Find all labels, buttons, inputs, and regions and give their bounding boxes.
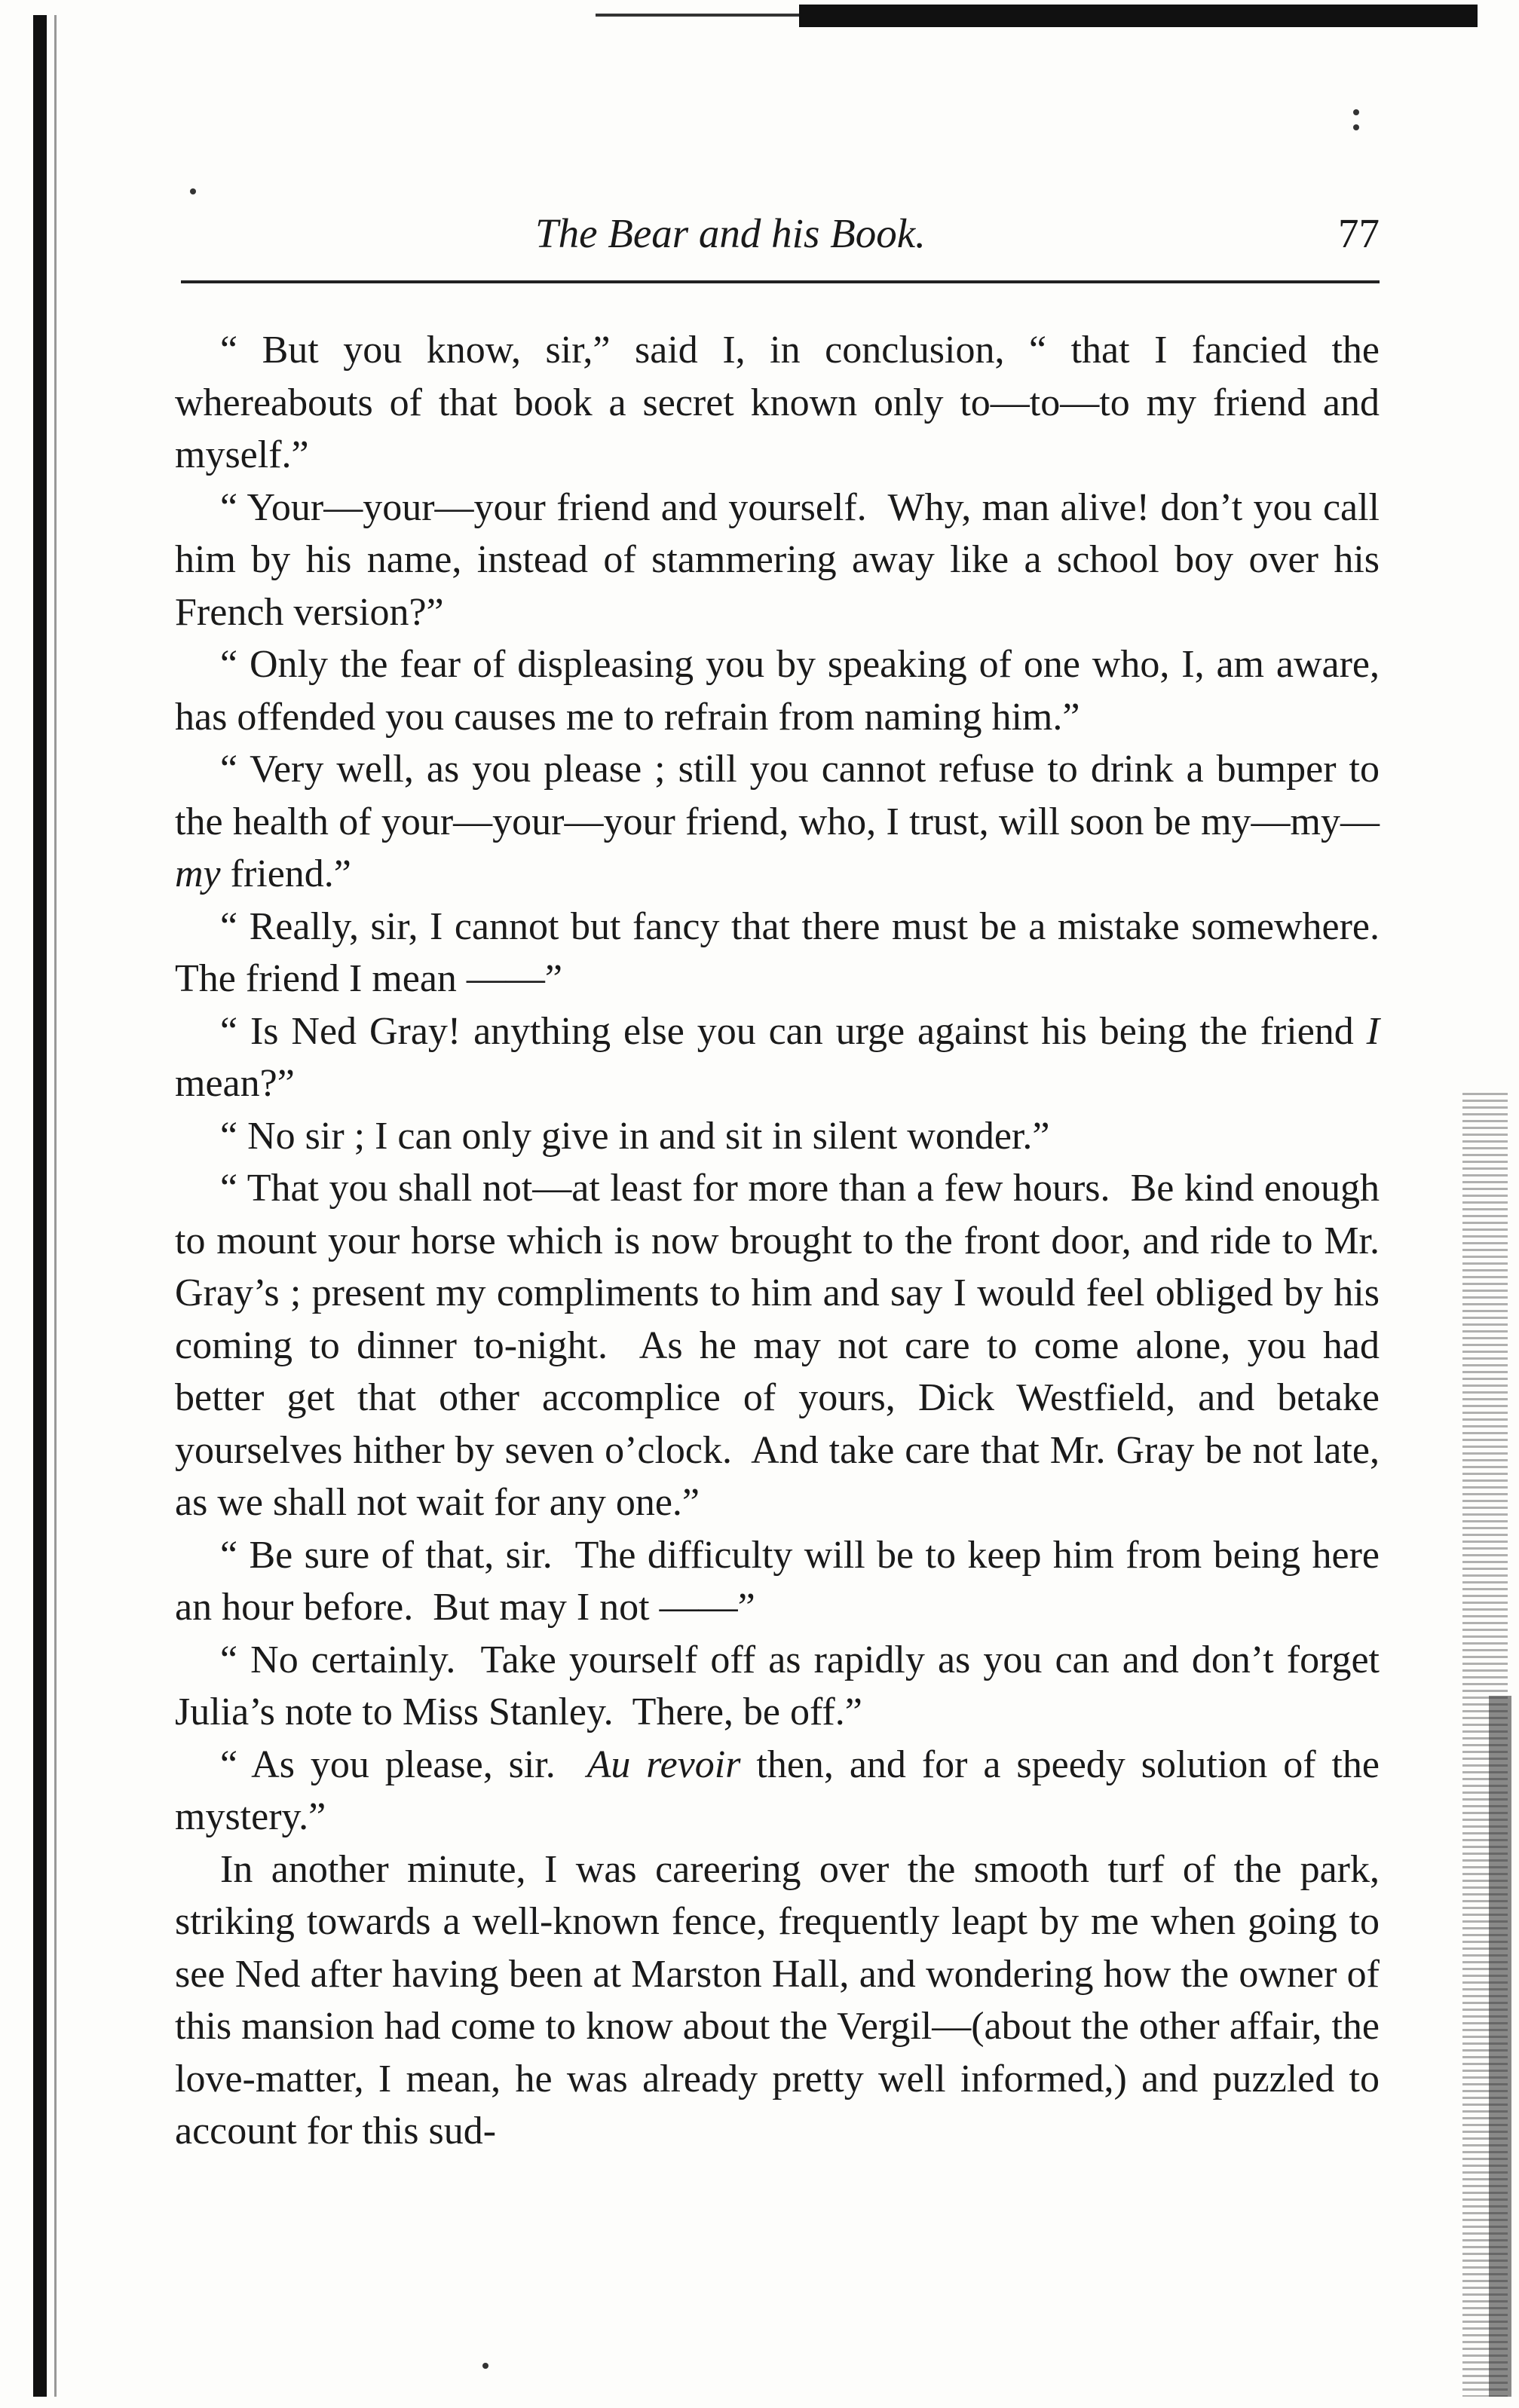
scan-top-bar (799, 5, 1478, 27)
paragraph (175, 1005, 1389, 1110)
scan-left-edge (33, 15, 47, 2397)
scan-speck (1353, 109, 1359, 115)
header-rule (181, 280, 1380, 283)
paragraph (175, 743, 1389, 901)
paragraph (175, 638, 1389, 743)
scan-top-line (596, 14, 807, 17)
paragraph-text: “ Is Ned Gray! anything else you can urge against his being the friend (220, 1009, 1367, 1053)
paragraph-text: “ No certainly. Take yourself off as rapidly as you can and don’t forget Julia’s note to Miss Stanley. There, be off.” (175, 1638, 1389, 1733)
paragraph-text: “ Very well, as you please ; still you cannot refuse to drink a bumper to the health of your—your—your friend, who, I trust, will soon be my—my— (175, 748, 1389, 843)
paragraph-text: “ But you know, sir,” said I, in conclusion, “ that I fancied the whereabouts of that book a secret known only to—to—to my friend and myself.” (175, 329, 1389, 476)
paragraph-text: “ Be sure of that, sir. The difficulty will be to keep him from being here an hour before. But may I not ——” (175, 1533, 1389, 1629)
paragraph (175, 1162, 1389, 1529)
page-header (181, 210, 1380, 270)
italic-text: my (175, 852, 221, 895)
paragraph-text: “ Only the fear of displeasing you by speaking of one who, I, am aware, has offended you causes me to refrain from naming him.” (175, 643, 1389, 739)
paragraph-text: “ Your—your—your friend and yourself. Why, man alive! don’t you call him by his name, instead of stammering away like a school boy over his French version?” (175, 485, 1389, 634)
paragraph (175, 901, 1399, 1005)
paragraph-text: mean?” (175, 1009, 1389, 1105)
running-title: The Bear and his Book. (535, 210, 926, 256)
paragraph-text: “ No sir ; I can only give in and sit in silent wonder.” (220, 1114, 1050, 1158)
paragraph-text: then, and for a speedy solution of the mystery.” (175, 1743, 1389, 1838)
paragraph-text: friend.” (220, 852, 351, 895)
page-number: 77 (1338, 210, 1380, 256)
scan-speck (1353, 124, 1359, 130)
paragraph (175, 1634, 1389, 1739)
scan-speck (190, 188, 196, 194)
scan-right-shadow (1489, 1696, 1511, 2397)
body-text (175, 324, 1399, 2158)
paragraph (175, 1529, 1389, 1634)
paragraph (175, 1110, 1380, 1163)
paragraph-text: “ As you please, sir. (220, 1743, 587, 1786)
paragraph (175, 1843, 1389, 2158)
scan-speck (482, 2363, 488, 2369)
paragraph-text: “ Really, sir, I cannot but fancy that there must be a mistake somewhere. The friend I mean ——” (175, 904, 1399, 1000)
scan-left-edge-line (54, 15, 57, 2397)
paragraph (175, 324, 1389, 482)
italic-text: I (1366, 1009, 1380, 1053)
paragraph-text: In another minute, I was careering over the smooth turf of the park, striking towards a well-known fence, frequently leapt by me when going to see Ned after having been at Marston Hall, and wondering how the owner of this mansion had come to know about the Vergil—(about the other affair, the love-matter, I mean, he was already pretty well informed,) and puzzled to account for this sud- (175, 1847, 1389, 2153)
paragraph (175, 482, 1389, 639)
italic-text: Au revoir (586, 1743, 741, 1786)
paragraph (175, 1739, 1389, 1843)
paragraph-text: “ That you shall not—at least for more than a few hours. Be kind enough to mount your horse which is now brought to the front door, and ride to Mr. Gray’s ; present my compliments to him and say I would feel obliged by his coming to dinner to-night. As he may not care to come alone, you had better get that other accomplice of yours, Dick Westfield, and betake yourselves hither by seven o’clock. And take care that Mr. Gray be not late, as we shall not wait for any one.” (175, 1167, 1389, 1524)
